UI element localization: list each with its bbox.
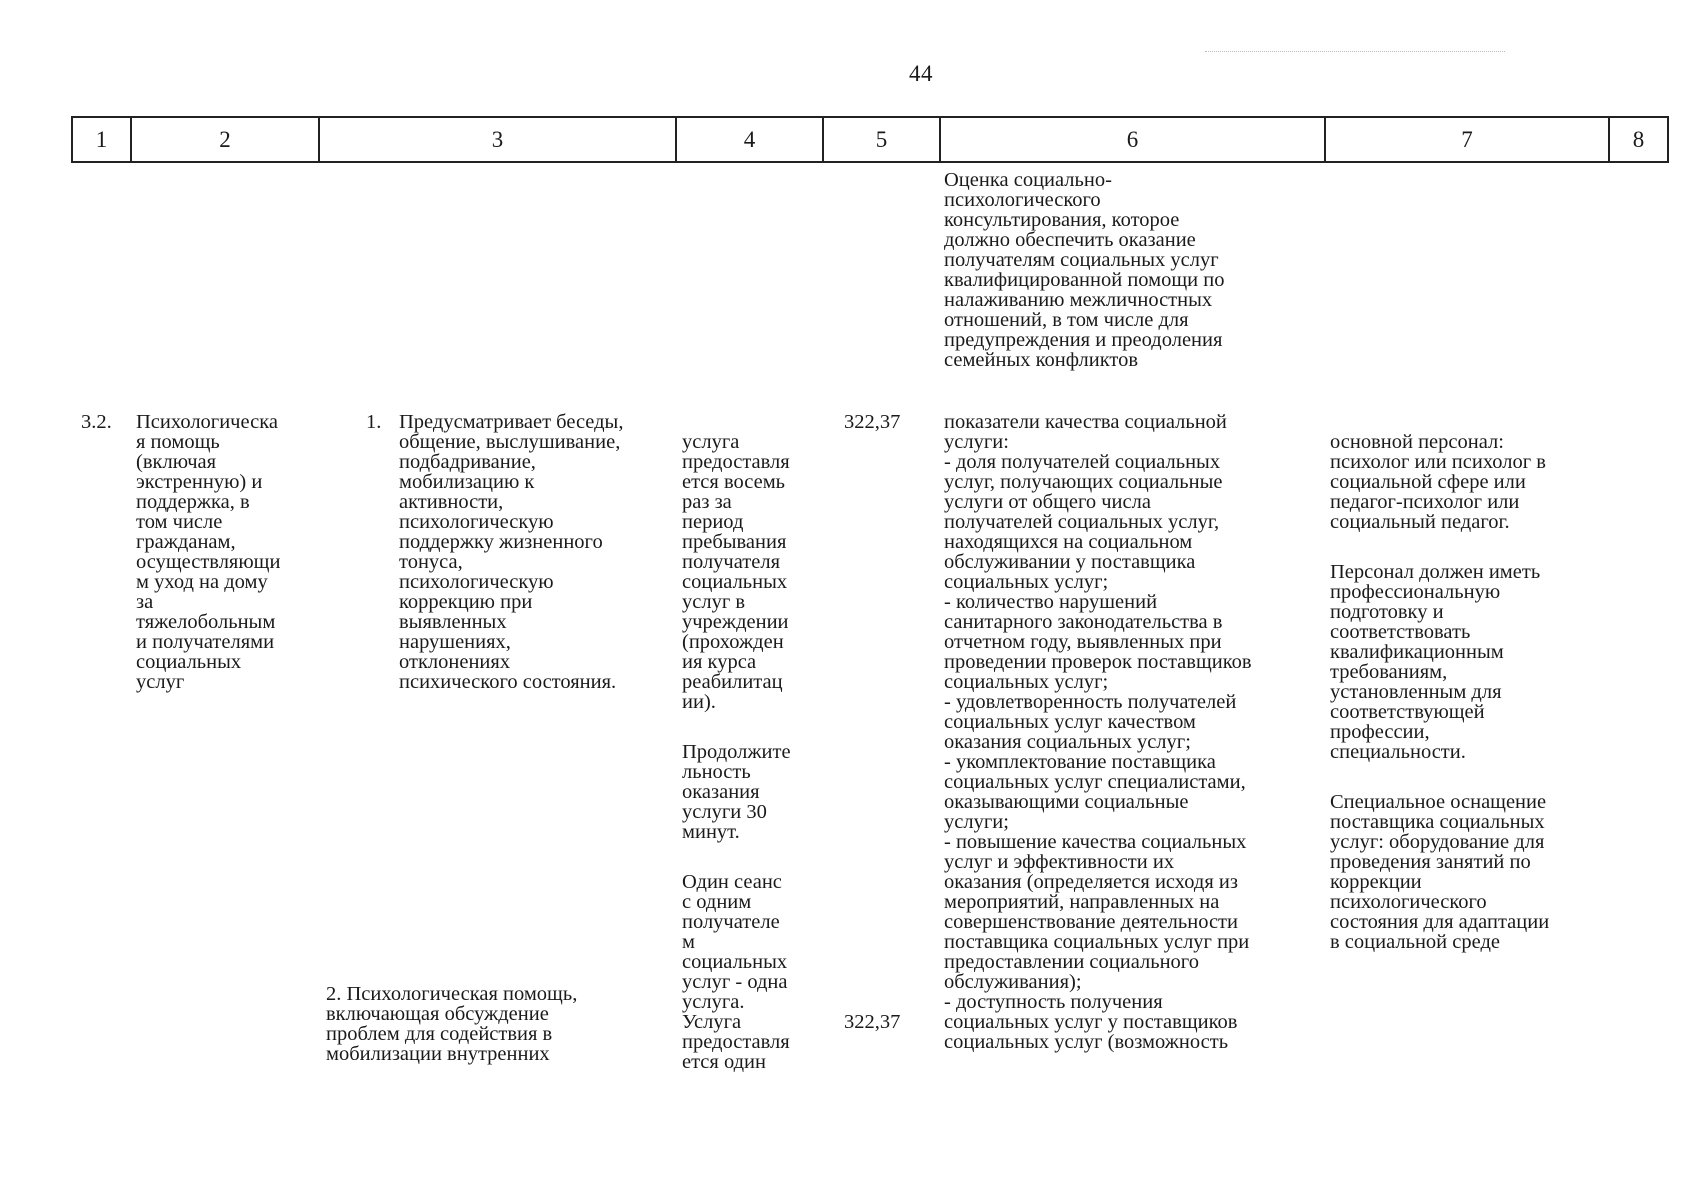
column-header-8: 8 [1609, 117, 1668, 162]
quality-indicators: показатели качества социальной услуги: - доля получателей социальных услуг, получающих социальные услуги от общего числа получателей социальных услуг, находящихся на социальном обслуживании у поставщика социальных услуг; - количество нарушений санитарного законодательства в отчетном году, выявленных при проведении проверок поставщиков социальных услуг; - удовлетворенность получателей социальных услуг качеством оказания социальных услуг; - укомплектование поставщика социальных услуг специалистами, оказывающими социальные услуги; - повышение качества социальных услуг и эффективности их оказания (определяется исходя из мероприятий, направленных на совершенствование деятельности поставщика социальных услуг при предоставлении социального обслуживания); - доступность получения социальных услуг у поставщиков социальных услуг (возможность [944, 411, 1252, 1053]
column-number-header [71, 116, 1669, 163]
item-number: 3.2. [81, 411, 112, 433]
page-number: 44 [909, 61, 933, 86]
conditions-equipment: Специальное оснащение поставщика социальных услуг: оборудование для проведения занятий по коррекции психологического состояния для адаптации в социальной среде [1330, 791, 1550, 953]
volume-2: Услуга предоставля ется один [682, 1011, 790, 1073]
description-1-number: 1. [366, 411, 382, 433]
column-header-4: 4 [676, 117, 823, 162]
tariff-2: 322,37 [844, 1011, 901, 1033]
column-header-7: 7 [1325, 117, 1609, 162]
column-header-3: 3 [319, 117, 676, 162]
column-header-1: 1 [72, 117, 131, 162]
volume-1-frequency: услуга предоставля ется восемь раз за период пребывания получателя социальных услуг в учреждении (прохожден ия курса реабилитац ии). [682, 431, 790, 713]
description-1: Предусматривает беседы, общение, выслушивание, подбадривание, мобилизацию к активности, психологическую поддержку жизненного тонуса, психологическую коррекцию при выявленных нарушениях, отклонениях психического состояния. [399, 411, 624, 693]
volume-1-session: Один сеанс с одним получателе м социальных услуг - одна услуга. [682, 871, 788, 1013]
tariff-1: 322,37 [844, 411, 901, 433]
service-name: Психологическа я помощь (включая экстренную) и поддержка, в том числе гражданам, осуществляющи м уход на дому за тяжелобольным и получателями социальных услуг [136, 411, 281, 693]
faint-scan-mark [1205, 51, 1505, 52]
conditions-staff: основной персонал: психолог или психолог в социальной сфере или педагог-психолог или социальный педагог. [1330, 431, 1546, 533]
volume-1 [682, 412, 822, 1032]
service-conditions [1330, 412, 1630, 972]
column-header-5: 5 [823, 117, 940, 162]
description-2: 2. Психологическая помощь, включающая обсуждение проблем для содействия в мобилизации внутренних [326, 983, 578, 1065]
column-header-6: 6 [940, 117, 1325, 162]
conditions-qualification: Персонал должен иметь профессиональную подготовку и соответствовать квалификационным требованиям, установленным для соответствующей профессии, специальности. [1330, 561, 1541, 763]
continuation-quality-assessment: Оценка социально- психологического консультирования, которое должно обеспечить оказание получателям социальных услуг квалифицированной помощи по налаживанию межличностных отношений, в том числе для предупреждения и преодоления семейных конфликтов [944, 169, 1225, 371]
volume-1-duration: Продолжите льность оказания услуги 30 минут. [682, 741, 791, 843]
column-header-2: 2 [131, 117, 319, 162]
